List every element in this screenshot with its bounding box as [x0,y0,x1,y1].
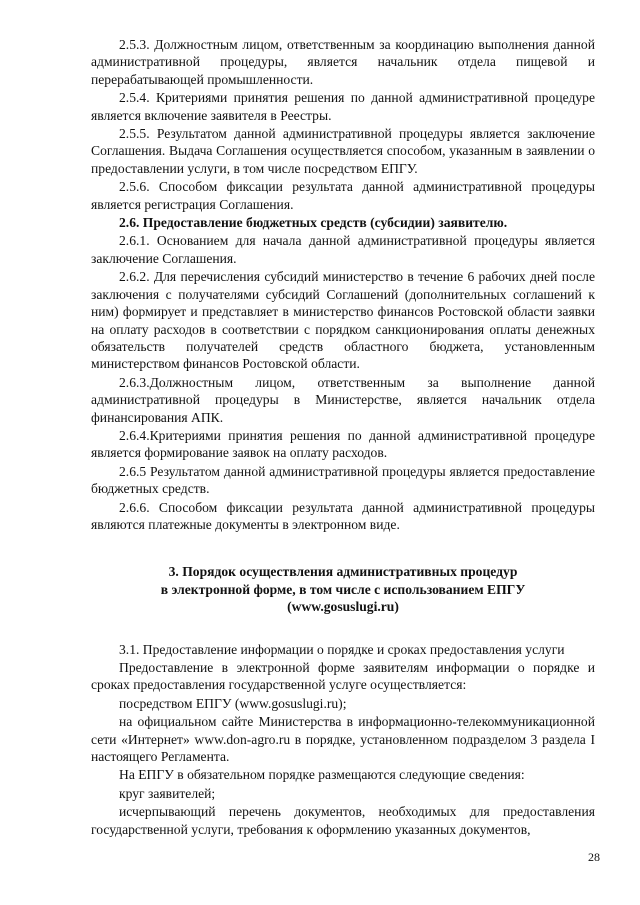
section-3-heading-line-3: (www.gosuslugi.ru) [287,599,399,615]
paragraph-3-1-applicants: круг заявителей; [119,785,216,801]
section-3-heading-line-2: в электронной форме, в том числе с использованием ЕПГУ [160,581,526,597]
paragraph-3-1: 3.1. Предоставление информации о порядке и сроках предоставления услуги [119,641,565,657]
paragraph-3-1-website: на официальном сайте Министерства в информационно-телекоммуникационной сети «Интернет» www.don-agro.ru в порядке, установленном подразделом 3 раздела I настоящего Регламента. [91,714,595,765]
paragraph-2-6-5: 2.6.5 Результатом данной административной процедуры является предоставление бюджетных средств. [91,463,595,497]
page-number: 28 [588,850,600,864]
paragraph-2-5-3: 2.5.3. Должностным лицом, ответственным за координацию выполнения данной административной процедуры, является начальник отдела пищевой и перерабатывающей промышленности. [91,37,595,87]
paragraph-2-6-1: 2.6.1. Основанием для начала данной административной процедуры является заключение Соглашения. [91,233,595,266]
paragraph-3-1-intro: Предоставление в электронной форме заявителям информации о порядке и сроках предоставления государственной услуге осуществляется: [91,660,595,693]
paragraph-3-1-documents: исчерпывающий перечень документов, необходимых для предоставления государственной услуги, требования к оформлению указанных документов, [91,804,595,837]
paragraph-3-1-epgu: посредством ЕПГУ (www.gosuslugi.ru); [119,695,347,711]
paragraph-2-5-6: 2.5.6. Способом фиксации результата данной административной процедуры является регистрация Соглашения. [91,179,595,212]
section-3-heading [91,563,595,615]
document-body [91,36,595,839]
section-2-6-title: 2.6. Предоставление бюджетных средств (субсидии) заявителю. [119,215,508,231]
section-3-heading-line-1: 3. Порядок осуществления административных процедур [168,564,518,580]
paragraph-2-5-5: 2.5.5. Результатом данной административной процедуры является заключение Соглашения. Выдача Соглашения осуществляется способом, указанным в заявлении о предоставлении услуги, в том числе посредством ЕПГУ. [91,126,595,176]
paragraph-2-6-6: 2.6.6. Способом фиксации результата данной административной процедуры являются платежные документы в электронном виде. [91,499,595,532]
paragraph-2-5-4: 2.5.4. Критериями принятия решения по данной административной процедуре является включение заявителя в Реестры. [91,90,595,123]
paragraph-2-6-2: 2.6.2. Для перечисления субсидий министерство в течение 6 рабочих дней после заключения с получателями субсидий Соглашений (дополнительных соглашений к ним) формирует и представляет в министерство финансов Ростовской области заявки на оплату расходов в соответствии с порядком санкционирования оплаты денежных обязательств получателей средств областного бюджета, установленным министерством финансов Ростовской области. [91,269,595,372]
paragraph-3-1-epgu-info: На ЕПГУ в обязательном порядке размещаются следующие сведения: [119,767,525,783]
paragraph-2-6-4: 2.6.4.Критериями принятия решения по данной административной процедуре является формирование заявок на оплату расходов. [91,427,595,461]
paragraph-2-6-3: 2.6.3.Должностным лицом, ответственным за выполнение данной административной процедуры в Министерстве, является начальник отдела финансирования АПК. [91,374,595,425]
